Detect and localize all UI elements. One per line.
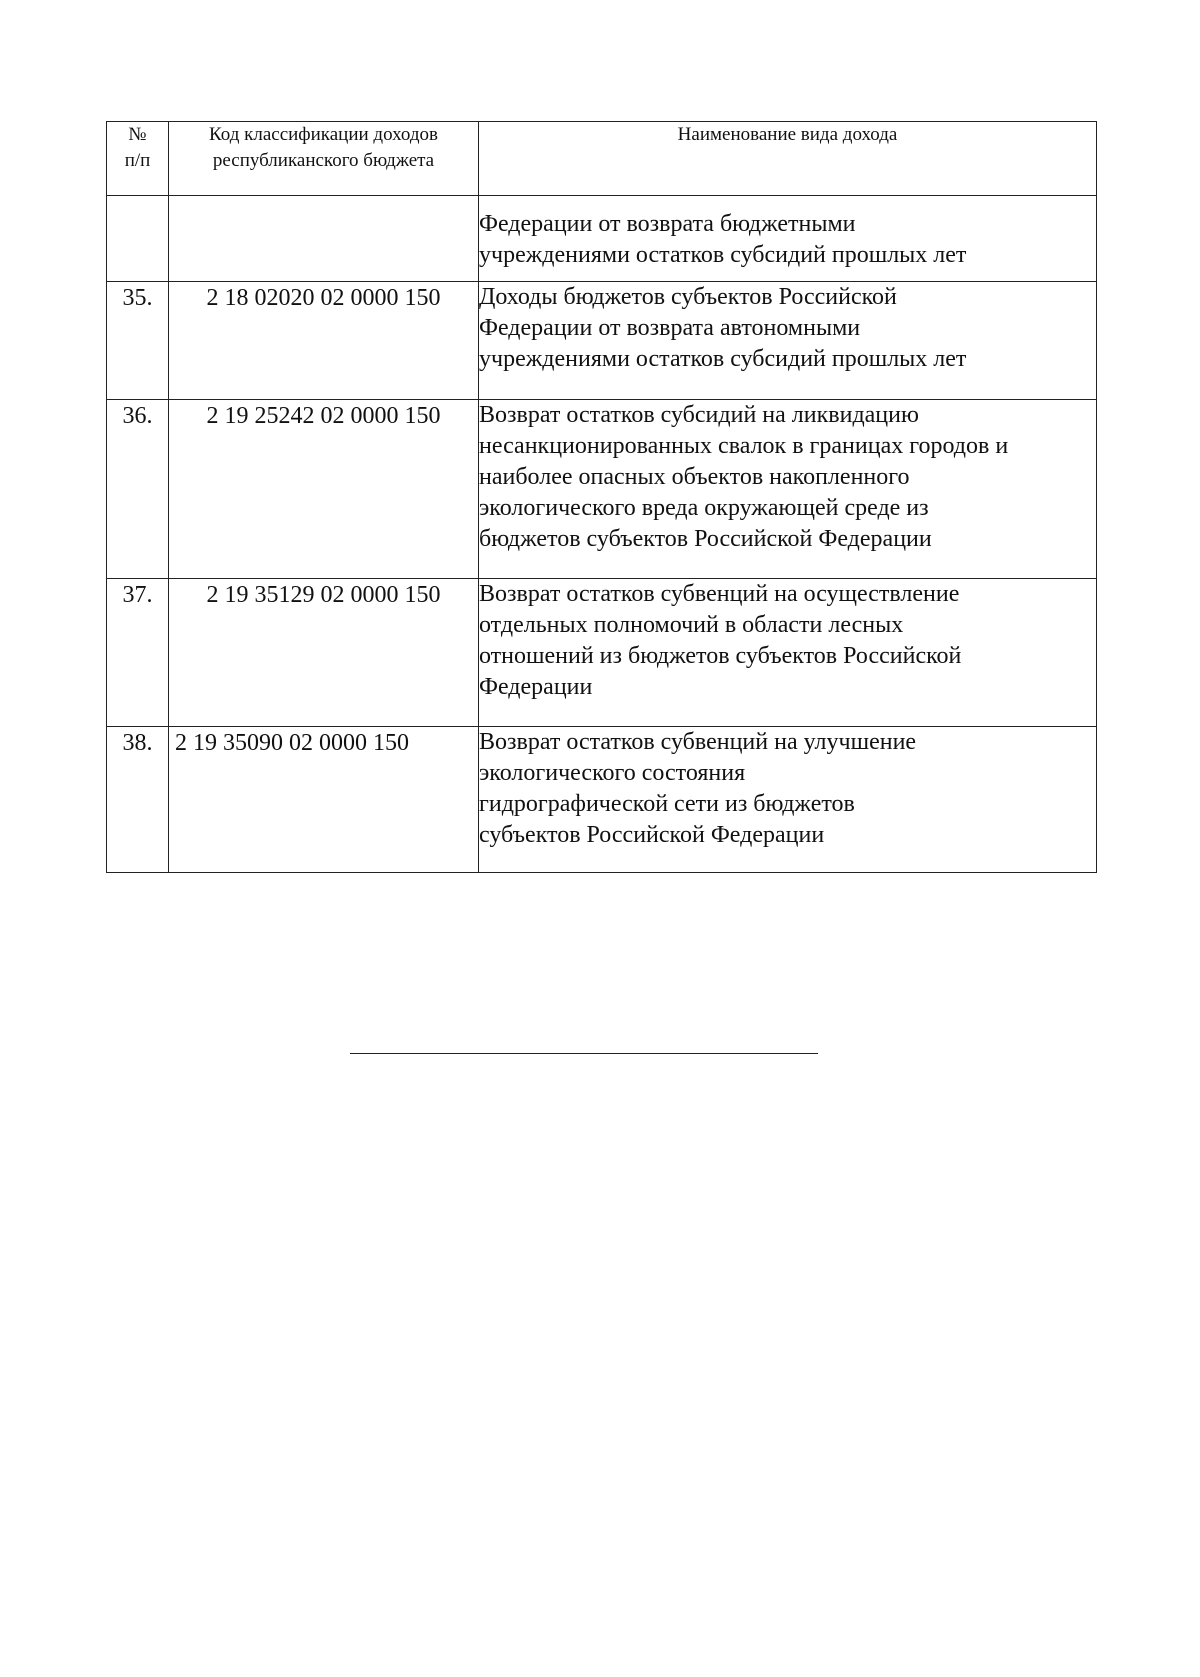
row-name (479, 400, 1097, 579)
table-header-row (107, 122, 1097, 196)
row-name (479, 282, 1097, 400)
row-name-line: Возврат остатков субсидий на ликвидацию (479, 402, 919, 428)
closing-separator-line (350, 1053, 818, 1054)
row-name (479, 727, 1097, 873)
header-number-line: п/п (124, 150, 151, 171)
row-name-line: экологического вреда окружающей среде из (479, 495, 929, 521)
row-code: 2 19 35090 02 0000 150 (169, 727, 479, 873)
row-name-line: экологического состояния (479, 760, 746, 786)
row-name-line: наиболее опасных объектов накопленного (479, 464, 910, 490)
header-code-line: республиканского бюджета (212, 150, 435, 171)
table-row (107, 282, 1097, 400)
row-number (107, 196, 169, 282)
header-number-line: № (128, 124, 147, 145)
row-code (169, 196, 479, 282)
row-name-line: Федерации от возврата автономными (479, 315, 861, 341)
row-name (479, 196, 1097, 282)
row-number: 37. (107, 579, 169, 727)
row-name-line: Доходы бюджетов субъектов Российской (479, 284, 897, 310)
row-name-line: несанкционированных свалок в границах городов и (479, 433, 1009, 459)
row-name-line: Федерации от возврата бюджетными (479, 211, 856, 237)
row-number: 35. (107, 282, 169, 400)
row-name-line: отношений из бюджетов субъектов Российской (479, 643, 962, 669)
row-name-line: Федерации (479, 674, 593, 700)
row-name-line: учреждениями остатков субсидий прошлых лет (479, 346, 967, 372)
header-number (107, 122, 169, 196)
row-name-line: гидрографической сети из бюджетов (479, 791, 855, 817)
table-row (107, 727, 1097, 873)
row-code: 2 19 35129 02 0000 150 (169, 579, 479, 727)
row-name-line: Возврат остатков субвенций на улучшение (479, 729, 917, 755)
header-name: Наименование вида дохода (479, 122, 1097, 196)
row-number: 38. (107, 727, 169, 873)
row-code: 2 18 02020 02 0000 150 (169, 282, 479, 400)
row-name-line: Возврат остатков субвенций на осуществление (479, 581, 960, 607)
table-row (107, 196, 1097, 282)
header-code-line: Код классификации доходов (209, 124, 438, 145)
table-row (107, 400, 1097, 579)
row-name (479, 579, 1097, 727)
header-code (169, 122, 479, 196)
row-name-line: отдельных полномочий в области лесных (479, 612, 904, 638)
table-row (107, 579, 1097, 727)
row-name-line: бюджетов субъектов Российской Федерации (479, 526, 932, 552)
row-name-line: субъектов Российской Федерации (479, 822, 825, 848)
row-name-line: учреждениями остатков субсидий прошлых лет (479, 242, 967, 268)
row-code: 2 19 25242 02 0000 150 (169, 400, 479, 579)
row-number: 36. (107, 400, 169, 579)
income-classification-table (106, 121, 1097, 873)
